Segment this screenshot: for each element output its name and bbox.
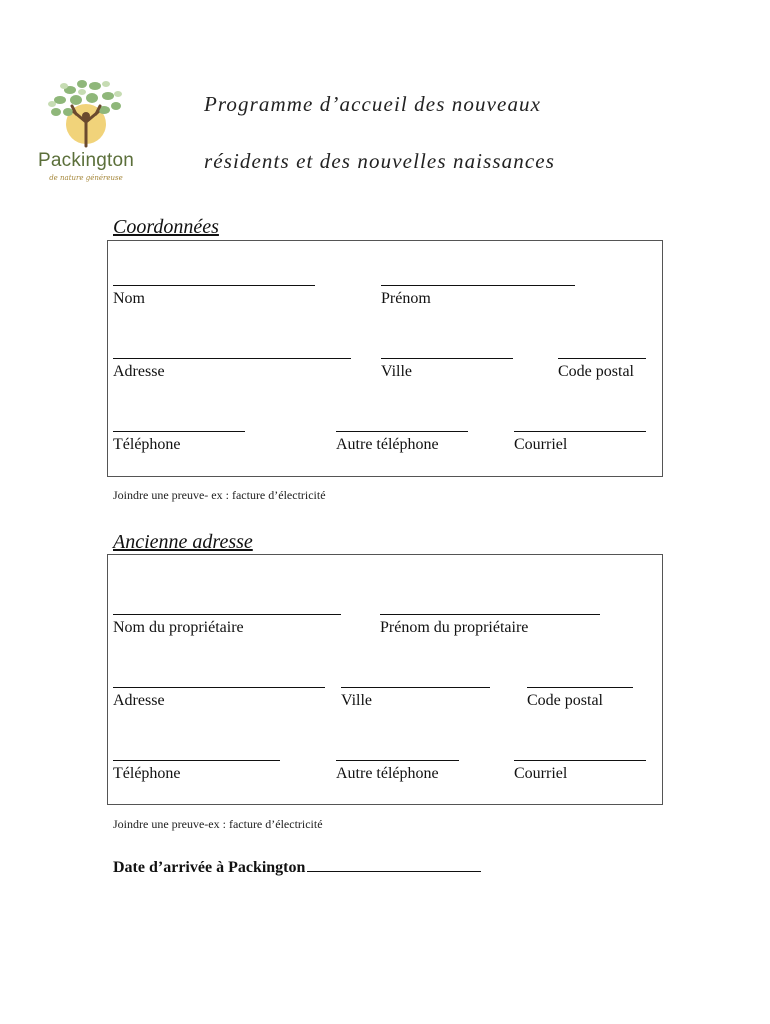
field-nom[interactable] [113, 285, 315, 308]
field-courriel[interactable] [514, 431, 646, 454]
blank-line[interactable] [113, 760, 280, 761]
blank-line[interactable] [336, 431, 468, 432]
logo-wordmark: Packington [37, 150, 134, 171]
blank-line[interactable] [381, 358, 513, 359]
field-ancienne-ville[interactable] [341, 687, 490, 710]
field-label: Téléphone [113, 765, 181, 782]
field-nom-proprietaire[interactable] [113, 614, 341, 637]
packington-logo [30, 76, 142, 188]
proof-note: Joindre une preuve- ex : facture d’électricité [113, 488, 326, 502]
field-label: Nom du propriétaire [113, 619, 244, 636]
blank-line[interactable] [336, 760, 459, 761]
field-prenom-proprietaire[interactable] [380, 614, 600, 637]
field-label: Prénom [381, 290, 431, 307]
field-label: Téléphone [113, 436, 181, 453]
field-label: Ville [341, 692, 373, 709]
blank-line[interactable] [380, 614, 600, 615]
proof-note: Joindre une preuve-ex : facture d’électricité [113, 817, 323, 831]
blank-line[interactable] [341, 687, 490, 688]
blank-line[interactable] [113, 285, 315, 286]
field-autre-telephone[interactable] [336, 431, 468, 454]
field-label: Adresse [113, 363, 165, 380]
blank-line[interactable] [113, 358, 351, 359]
arrival-date-label: Date d’arrivée à Packington [113, 859, 306, 876]
field-ancien-courriel[interactable] [514, 760, 646, 783]
field-ancien-autre-telephone[interactable] [336, 760, 459, 783]
field-label: Courriel [514, 436, 568, 453]
field-label: Autre téléphone [336, 765, 439, 782]
field-label: Autre téléphone [336, 436, 439, 453]
blank-line[interactable] [113, 687, 325, 688]
field-label: Adresse [113, 692, 165, 709]
field-prenom[interactable] [381, 285, 575, 308]
field-ville[interactable] [381, 358, 513, 381]
blank-line[interactable] [514, 431, 646, 432]
blank-line[interactable] [113, 431, 245, 432]
field-ancien-telephone[interactable] [113, 760, 280, 783]
field-label: Courriel [514, 765, 568, 782]
field-label: Ville [381, 363, 413, 380]
section-heading-coordonnees: Coordonnées [113, 216, 219, 238]
field-label: Code postal [558, 363, 634, 380]
section-heading-ancienne-adresse: Ancienne adresse [113, 531, 253, 553]
field-label: Nom [113, 290, 145, 307]
field-adresse[interactable] [113, 358, 351, 381]
blank-line[interactable] [113, 614, 341, 615]
field-telephone[interactable] [113, 431, 245, 454]
blank-line[interactable] [381, 285, 575, 286]
field-label: Prénom du propriétaire [380, 619, 529, 636]
field-label: Code postal [527, 692, 603, 709]
form-title-line-1: Programme d’accueil des nouveaux [204, 92, 542, 116]
blank-line[interactable] [558, 358, 646, 359]
field-code-postal[interactable] [558, 358, 646, 381]
field-ancienne-adresse[interactable] [113, 687, 325, 710]
arrival-date-field[interactable] [113, 859, 481, 877]
blank-line[interactable] [514, 760, 646, 761]
blank-line[interactable] [527, 687, 633, 688]
tree-icon [30, 76, 142, 156]
field-ancien-code-postal[interactable] [527, 687, 633, 710]
form-title-line-2: résidents et des nouvelles naissances [204, 149, 555, 173]
logo-tagline: de nature généreuse [49, 174, 123, 182]
blank-line[interactable] [307, 871, 481, 872]
